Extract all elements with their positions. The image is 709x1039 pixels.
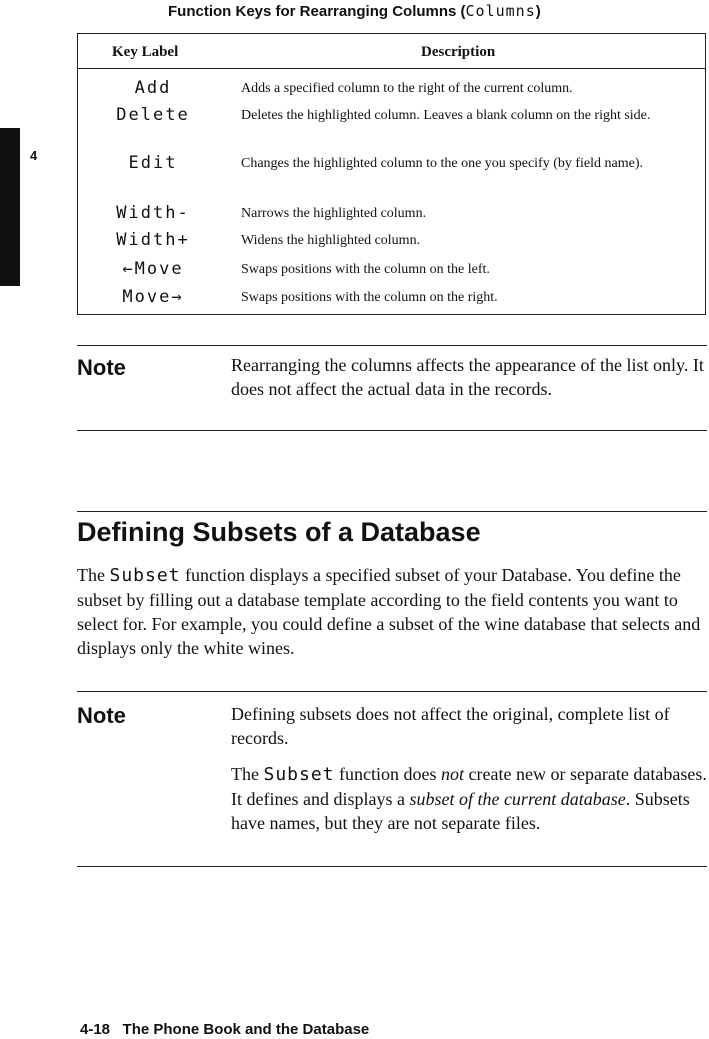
- section-paragraph: [77, 563, 709, 660]
- section-title: Defining Subsets of a Database: [77, 517, 481, 547]
- subset-function-name: Subset: [263, 764, 335, 785]
- note-paragraph: [231, 762, 707, 835]
- figure-title-code: Columns: [465, 2, 536, 20]
- key-description: Widens the highlighted column.: [241, 233, 421, 248]
- chapter-number: 4: [30, 148, 38, 163]
- key-label: Delete: [116, 105, 190, 125]
- subset-function-name: Subset: [109, 565, 181, 586]
- key-description: Narrows the highlighted column.: [241, 206, 427, 221]
- note-bottom-rule: [77, 866, 707, 867]
- note-top-rule: [77, 691, 707, 692]
- figure-title-suffix: ): [535, 3, 541, 20]
- key-label: Width-: [116, 203, 190, 223]
- key-description: Swaps positions with the column on the right.: [241, 290, 498, 305]
- key-label: Move→: [122, 287, 184, 307]
- key-description: Swaps positions with the column on the left.: [241, 262, 490, 277]
- key-description: Changes the highlighted column to the one you specify (by field name).: [241, 156, 644, 171]
- paragraph-text: function displays a specified subset of your Database. You define the subset by filling out a database template according to the field contents you want to select for. For example, you could define a subset of the wine database that selects and displays only the white wines.: [77, 565, 701, 658]
- header-key-label: Key Label: [112, 44, 179, 60]
- chapter-tab-marker: [0, 128, 20, 286]
- figure-title-prefix: Function Keys for Rearranging Columns (: [168, 3, 466, 20]
- header-description: Description: [421, 44, 496, 60]
- key-label: Edit: [128, 153, 178, 173]
- table-header: [78, 34, 705, 69]
- note-text-run: create new or separate databases. It defines and displays a: [231, 764, 707, 809]
- paragraph-text: The: [77, 565, 110, 585]
- key-label: Width+: [116, 230, 190, 250]
- note-label: Note: [77, 703, 126, 728]
- note-paragraph: Defining subsets does not affect the original, complete list of records.: [231, 704, 670, 748]
- note-text-run: . Subsets have names, but they are not separate files.: [231, 789, 690, 833]
- figure-title: [168, 2, 541, 20]
- note-label: Note: [77, 355, 126, 380]
- page-number: 4-18: [80, 1021, 111, 1038]
- chapter-title: The Phone Book and the Database: [122, 1021, 370, 1038]
- note-text-run: The: [231, 764, 264, 784]
- function-keys-table: [77, 33, 706, 315]
- key-description: Adds a specified column to the right of the current column.: [241, 81, 573, 96]
- emphasis-not: not: [441, 764, 465, 784]
- section-rule: [77, 511, 707, 512]
- note-text: Rearranging the columns affects the appearance of the list only. It does not affect the actual data in the records.: [231, 355, 704, 399]
- note-text-run: function does: [334, 764, 441, 784]
- emphasis-subset-phrase: subset of the current database: [409, 789, 626, 809]
- note-bottom-rule: [77, 430, 707, 431]
- key-label: Add: [134, 78, 172, 98]
- page-footer: [80, 1021, 369, 1038]
- key-label: ←Move: [122, 259, 184, 279]
- note-top-rule: [77, 345, 707, 346]
- key-description: Deletes the highlighted column. Leaves a blank column on the right side.: [241, 108, 651, 123]
- note-body: [231, 702, 707, 835]
